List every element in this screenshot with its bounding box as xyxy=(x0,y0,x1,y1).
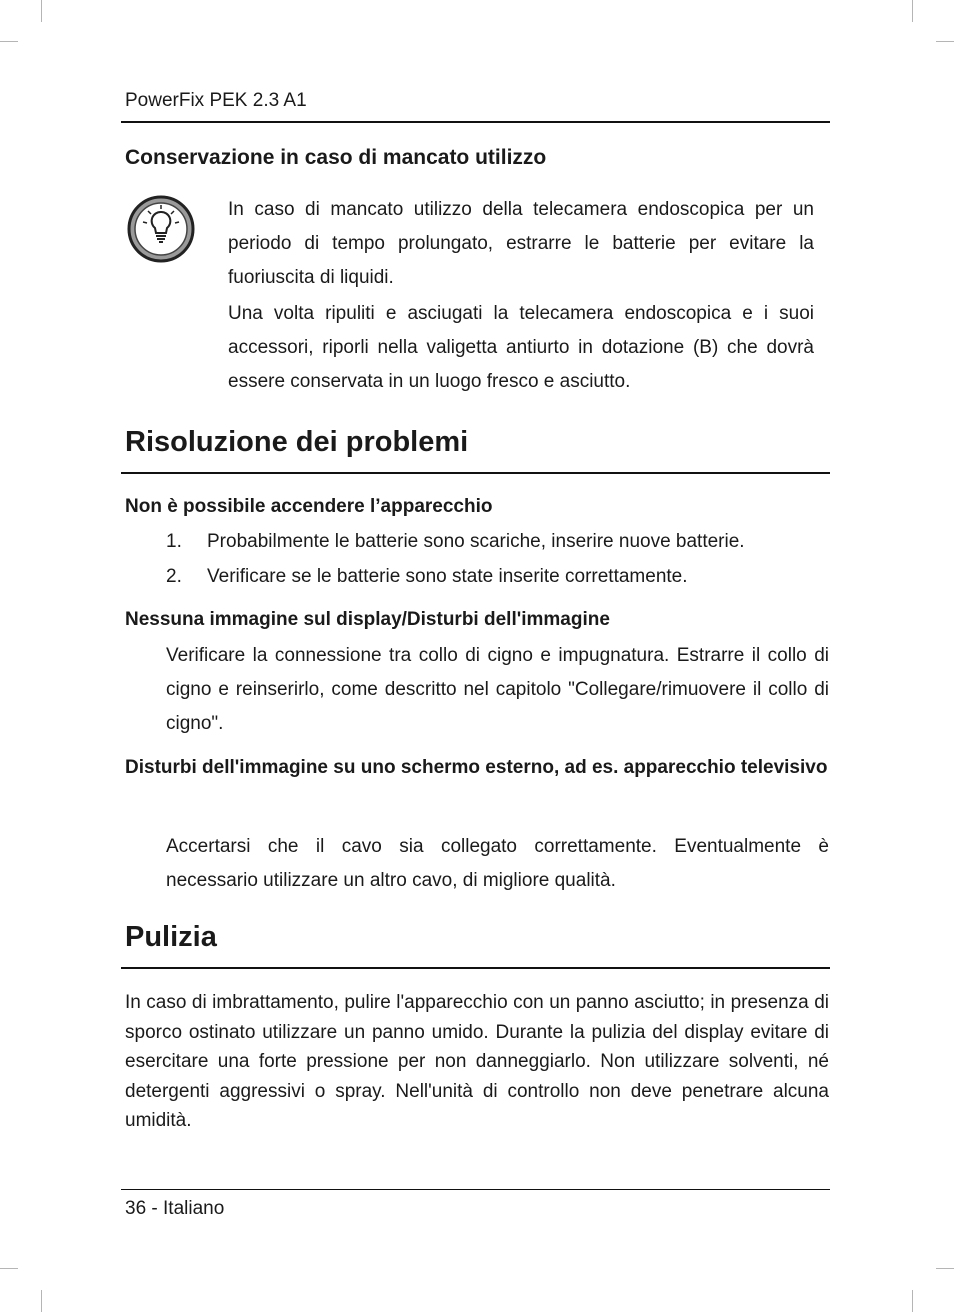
crop-mark xyxy=(912,0,913,22)
crop-mark xyxy=(936,1268,954,1269)
troubleshooting-rule xyxy=(121,472,830,474)
cleaning-rule xyxy=(121,967,830,969)
list-item-text: Probabilmente le batterie sono scariche, inserire nuove batterie. xyxy=(207,531,745,552)
cleaning-text: In caso di imbrattamento, pulire l'apparecchio con un panno asciutto; in presenza di sporco ostinato utilizzare un panno umido. Durante la pulizia del display evitare di esercitare una forte pressione per non danneggiarlo. Non utilizzare solventi, né detergenti aggressivi o spray. Nell'unità di controllo non deve penetrare alcuna umidità. xyxy=(125,992,829,1131)
storage-paragraph-1: In caso di mancato utilizzo della telecamera endoscopica per un periodo di tempo prolungato, estrarre le batterie per evitare la fuoriuscita di liquidi. xyxy=(228,199,814,288)
footer-rule xyxy=(121,1189,830,1190)
troubleshooting-heading: Risoluzione dei problemi xyxy=(125,426,469,458)
header-rule xyxy=(121,121,830,123)
storage-paragraph-2: Una volta ripuliti e asciugati la telecamera endoscopica e i suoi accessori, riporli nella valigetta antiurto in dotazione (B) che dovrà essere conservata in un luogo fresco e asciutto. xyxy=(228,303,814,392)
list-item-number: 1. xyxy=(166,531,182,552)
list-item-number: 2. xyxy=(166,566,182,587)
issue-3-text: Accertarsi che il cavo sia collegato correttamente. Eventualmente è necessario utilizzare un altro cavo, di migliore qualità. xyxy=(166,836,829,891)
lightbulb-tip-icon xyxy=(126,194,196,264)
cleaning-heading: Pulizia xyxy=(125,921,217,953)
issue-2-title: Nessuna immagine sul display/Disturbi dell'immagine xyxy=(125,609,610,630)
document-header: PowerFix PEK 2.3 A1 xyxy=(125,90,307,111)
storage-heading: Conservazione in caso di mancato utilizzo xyxy=(125,146,547,169)
crop-mark xyxy=(912,1290,913,1312)
issue-1-title: Non è possibile accendere l’apparecchio xyxy=(125,496,493,517)
crop-mark xyxy=(0,41,18,42)
crop-mark xyxy=(0,1268,18,1269)
list-item xyxy=(166,531,745,553)
crop-mark xyxy=(936,41,954,42)
list-item-text: Verificare se le batterie sono state inserite correttamente. xyxy=(207,566,688,587)
issue-2-text: Verificare la connessione tra collo di cigno e impugnatura. Estrarre il collo di cigno e reinserirlo, come descritto nel capitolo "Collegare/rimuovere il collo di cigno". xyxy=(166,645,829,734)
crop-mark xyxy=(41,0,42,22)
issue-3-title: Disturbi dell'immagine su uno schermo esterno, ad es. apparecchio televisivo xyxy=(125,757,828,778)
list-item xyxy=(166,566,688,588)
crop-mark xyxy=(41,1290,42,1312)
page-number: 36 - Italiano xyxy=(125,1198,225,1219)
